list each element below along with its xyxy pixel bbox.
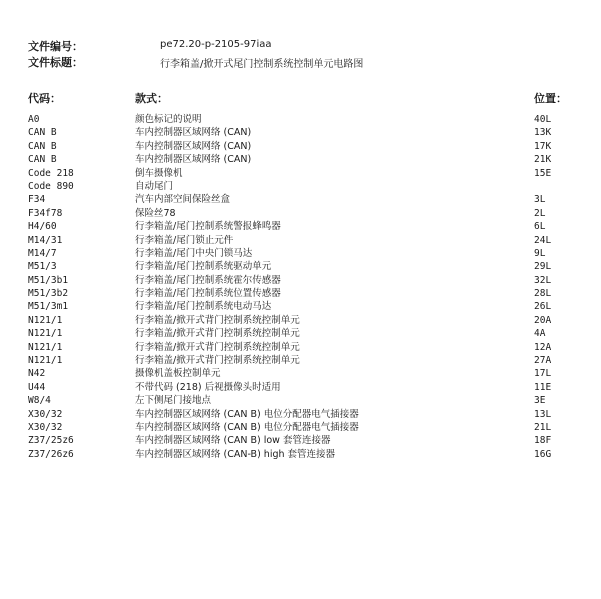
component-description: 自动尾门 xyxy=(135,180,174,192)
component-description: 行李箱盖/尾门控制系统驱动单元 xyxy=(135,261,272,273)
component-code: Code 890 xyxy=(28,180,74,192)
component-description: 行李箱盖/掀开式背门控制系统控制单元 xyxy=(135,341,300,353)
component-position: 24L xyxy=(534,234,552,246)
document-number-row xyxy=(28,38,83,54)
table-row xyxy=(0,153,601,166)
component-code: F34f78 xyxy=(28,207,63,219)
component-description: 行李箱盖/掀开式背门控制系统控制单元 xyxy=(135,314,300,326)
component-position: 12A xyxy=(534,341,552,353)
table-row xyxy=(0,448,601,461)
component-description: 车内控制器区域网络 (CAN B) 电位分配器电气插接器 xyxy=(135,421,359,433)
component-code: X30/32 xyxy=(28,408,63,420)
table-row xyxy=(0,207,601,220)
component-code: H4/60 xyxy=(28,221,57,233)
component-code: A0 xyxy=(28,114,40,125)
component-position: 27A xyxy=(534,355,552,367)
component-description: 行李箱盖/尾门控制系统霍尔传感器 xyxy=(135,274,281,286)
component-description: 颜色标记的说明 xyxy=(135,114,202,125)
component-code: U44 xyxy=(28,381,46,393)
component-position: 21L xyxy=(534,421,552,433)
component-code: W8/4 xyxy=(28,395,51,407)
document-title-row xyxy=(28,54,83,70)
table-row xyxy=(0,113,601,126)
component-code: M14/7 xyxy=(28,247,57,259)
column-header-code: 代码： xyxy=(28,92,61,105)
component-position: 3L xyxy=(534,194,546,206)
component-code: N121/1 xyxy=(28,341,63,353)
component-position: 15E xyxy=(534,167,552,179)
component-position: 29L xyxy=(534,261,552,273)
component-position: 18F xyxy=(534,435,552,447)
component-code: M51/3b2 xyxy=(28,288,69,300)
component-position: 6L xyxy=(534,221,546,233)
table-row xyxy=(0,394,601,407)
table-row xyxy=(0,300,601,313)
component-table xyxy=(0,113,601,461)
table-row xyxy=(0,434,601,447)
component-code: Z37/26z6 xyxy=(28,448,74,460)
component-code: F34 xyxy=(28,194,46,206)
component-description: 车内控制器区域网络 (CAN B) low 套管连接器 xyxy=(135,435,331,447)
component-code: M51/3b1 xyxy=(28,274,69,286)
component-position: 2L xyxy=(534,207,546,219)
component-position: 17K xyxy=(534,140,552,152)
table-row xyxy=(0,140,601,153)
component-code: Code 218 xyxy=(28,167,74,179)
component-description: 车内控制器区域网络 (CAN) xyxy=(135,140,252,152)
component-description: 左下侧尾门接地点 xyxy=(135,395,212,407)
component-position: 17L xyxy=(534,368,552,380)
table-row xyxy=(0,381,601,394)
component-position: 3E xyxy=(534,395,546,407)
component-description: 车内控制器区域网络 (CAN) xyxy=(135,154,252,166)
component-position: 26L xyxy=(534,301,552,313)
component-description: 车内控制器区域网络 (CAN B) 电位分配器电气插接器 xyxy=(135,408,359,420)
component-code: M51/3m1 xyxy=(28,301,69,313)
component-description: 行李箱盖/尾门控制系统位置传感器 xyxy=(135,288,281,300)
table-row xyxy=(0,180,601,193)
component-description: 行李箱盖/掀开式背门控制系统控制单元 xyxy=(135,355,300,367)
component-position: 28L xyxy=(534,288,552,300)
component-description: 汽车内部空间保险丝盒 xyxy=(135,194,231,206)
component-description: 不带代码 (218) 后视摄像头时适用 xyxy=(135,381,281,393)
table-row xyxy=(0,234,601,247)
table-row xyxy=(0,408,601,421)
component-description: 车内控制器区域网络 (CAN) xyxy=(135,127,252,139)
component-code: CAN B xyxy=(28,154,57,166)
table-row xyxy=(0,167,601,180)
table-row xyxy=(0,274,601,287)
table-row xyxy=(0,220,601,233)
table-row xyxy=(0,367,601,380)
component-description: 车内控制器区域网络 (CAN-B) high 套管连接器 xyxy=(135,448,336,460)
component-description: 行李箱盖/尾门锁止元件 xyxy=(135,234,234,246)
component-description: 行李箱盖/尾门中央门锁马达 xyxy=(135,247,253,259)
component-code: Z37/25z6 xyxy=(28,435,74,447)
table-row xyxy=(0,193,601,206)
component-position: 20A xyxy=(534,314,552,326)
table-row xyxy=(0,260,601,273)
component-code: N121/1 xyxy=(28,355,63,367)
document-number-value: pe72.20-p-2105-97iaa xyxy=(160,39,272,50)
document-number-label: 文件编号： xyxy=(28,40,83,53)
table-row xyxy=(0,327,601,340)
component-description: 行李箱盖/掀开式背门控制系统控制单元 xyxy=(135,328,300,340)
component-position: 21K xyxy=(534,154,552,166)
component-description: 行李箱盖/尾门控制系统电动马达 xyxy=(135,301,272,313)
table-row xyxy=(0,314,601,327)
component-code: M14/31 xyxy=(28,234,63,246)
document-title-label: 文件标题： xyxy=(28,56,83,69)
component-position: 11E xyxy=(534,381,552,393)
component-description: 保险丝78 xyxy=(135,207,176,219)
component-code: N42 xyxy=(28,368,46,380)
component-code: CAN B xyxy=(28,140,57,152)
component-code: N121/1 xyxy=(28,328,63,340)
component-position: 9L xyxy=(534,247,546,259)
component-code: CAN B xyxy=(28,127,57,139)
component-description: 行李箱盖/尾门控制系统警报蜂鸣器 xyxy=(135,221,281,233)
component-position: 16G xyxy=(534,448,552,460)
table-row xyxy=(0,126,601,139)
table-row xyxy=(0,287,601,300)
component-position: 4A xyxy=(534,328,546,340)
column-header-position: 位置： xyxy=(534,92,567,105)
component-position: 32L xyxy=(534,274,552,286)
document-title-value: 行李箱盖/掀开式尾门控制系统控制单元电路图 xyxy=(160,59,364,70)
table-row xyxy=(0,421,601,434)
column-header-description: 款式： xyxy=(135,92,168,105)
table-row xyxy=(0,354,601,367)
table-row xyxy=(0,341,601,354)
component-description: 倒车摄像机 xyxy=(135,167,183,179)
component-position: 13L xyxy=(534,408,552,420)
component-code: N121/1 xyxy=(28,314,63,326)
component-position: 13K xyxy=(534,127,552,139)
component-code: X30/32 xyxy=(28,421,63,433)
table-row xyxy=(0,247,601,260)
component-position: 40L xyxy=(534,114,552,125)
component-code: M51/3 xyxy=(28,261,57,273)
component-description: 摄像机盖板控制单元 xyxy=(135,368,221,380)
